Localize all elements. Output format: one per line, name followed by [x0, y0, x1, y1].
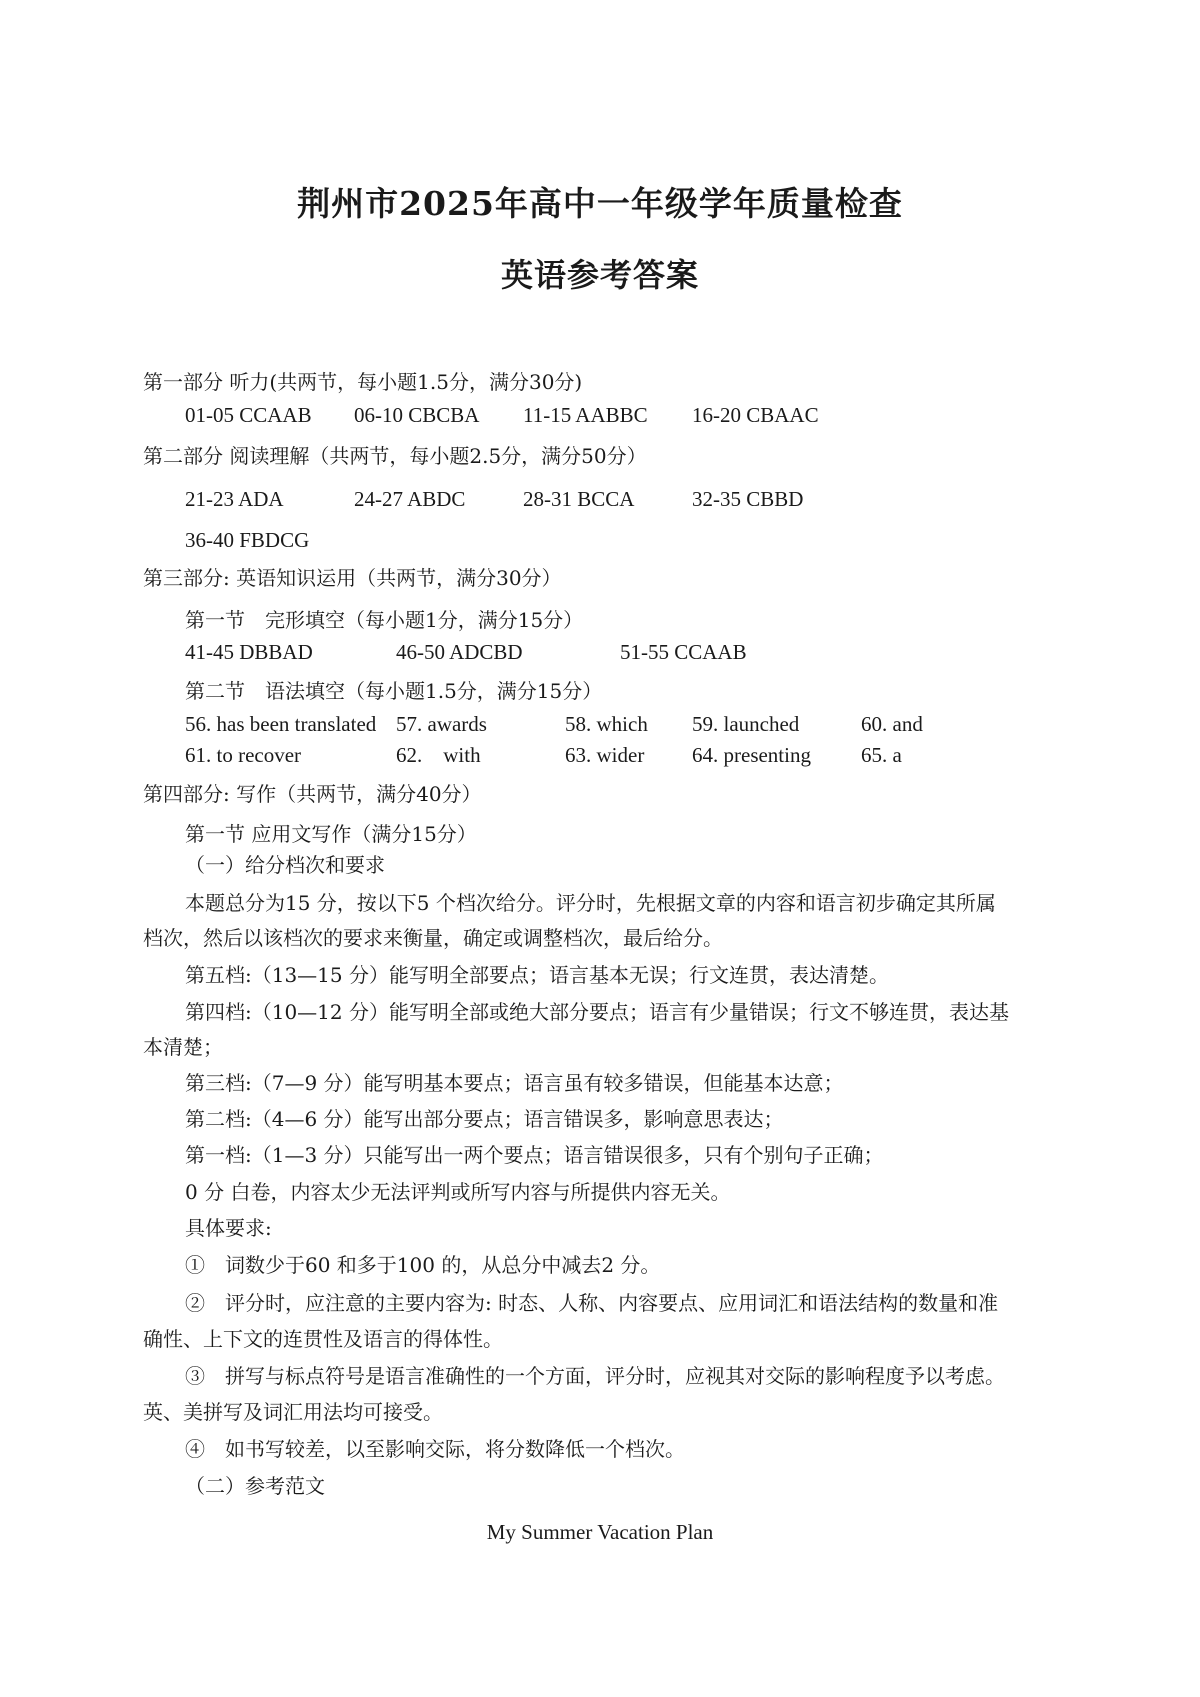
- part3-heading: 第三部分: 英语知识运用（共两节，满分30分）: [143, 566, 562, 590]
- requirement-item: ① 词数少于60 和多于100 的，从总分中减去2 分。: [185, 1253, 661, 1277]
- document-subtitle: 英语参考答案: [500, 256, 699, 294]
- grammar-answer: 57. awards: [396, 712, 487, 736]
- requirements-heading: 具体要求:: [185, 1216, 272, 1240]
- scoring-intro-line: 本题总分为15 分，按以下5 个档次给分。评分时，先根据文章的内容和语言初步确定其所属: [185, 891, 996, 915]
- grammar-answer: 59. launched: [692, 712, 800, 736]
- part4-section1-heading: 第一节 应用文写作（满分15分）: [185, 822, 477, 846]
- part1-heading: 第一部分 听力(共两节，每小题1.5分，满分30分): [143, 370, 583, 394]
- grammar-answer: 56. has been translated: [185, 712, 377, 736]
- answer-group: 06-10 CBCBA: [354, 403, 480, 427]
- requirement-item: 英、美拼写及词汇用法均可接受。: [143, 1400, 443, 1424]
- grammar-answer: 63. wider: [565, 743, 645, 767]
- grade-level: 第三档:（7—9 分）能写明基本要点；语言虽有较多错误，但能基本达意；: [185, 1071, 844, 1095]
- answer-group: 24-27 ABDC: [354, 487, 466, 511]
- part4-heading: 第四部分: 写作（共两节，满分40分）: [143, 782, 482, 806]
- answer-group: 32-35 CBBD: [692, 487, 804, 511]
- part2-heading: 第二部分 阅读理解（共两节，每小题2.5分，满分50分）: [143, 444, 647, 468]
- part3-section2-heading: 第二节 语法填空（每小题1.5分，满分15分）: [185, 679, 603, 703]
- answer-group: 41-45 DBBAD: [185, 640, 313, 664]
- grammar-answer: 61. to recover: [185, 743, 302, 767]
- sample-essay-subheading: （二）参考范文: [185, 1474, 325, 1498]
- answer-group: 16-20 CBAAC: [692, 403, 819, 427]
- grammar-answer: 58. which: [565, 712, 648, 736]
- answer-group: 01-05 CCAAB: [185, 403, 312, 427]
- grade-level: 本清楚；: [143, 1035, 223, 1059]
- grade-level: 第一档:（1—3 分）只能写出一两个要点；语言错误很多，只有个别句子正确；: [185, 1143, 884, 1167]
- answer-group: 11-15 AABBC: [523, 403, 648, 427]
- requirement-item: ③ 拼写与标点符号是语言准确性的一个方面，评分时，应视其对交际的影响程度予以考虑。: [185, 1364, 1005, 1388]
- answer-group: 46-50 ADCBD: [396, 640, 523, 664]
- essay-title: My Summer Vacation Plan: [486, 1520, 714, 1544]
- answer-group: 28-31 BCCA: [523, 487, 635, 511]
- grammar-answer: 62. with: [396, 743, 481, 767]
- answer-group: 36-40 FBDCG: [185, 528, 310, 552]
- grammar-answer: 64. presenting: [692, 743, 811, 767]
- requirement-item: 确性、上下文的连贯性及语言的得体性。: [143, 1327, 503, 1351]
- requirement-item: ④ 如书写较差，以至影响交际，将分数降低一个档次。: [185, 1437, 685, 1461]
- requirement-item: ② 评分时，应注意的主要内容为: 时态、人称、内容要点、应用词汇和语法结构的数量和准: [185, 1291, 999, 1315]
- grade-level: 0 分 白卷，内容太少无法评判或所写内容与所提供内容无关。: [185, 1180, 731, 1204]
- part3-section1-heading: 第一节 完形填空（每小题1分，满分15分）: [185, 608, 584, 632]
- scoring-subheading: （一）给分档次和要求: [185, 853, 385, 877]
- grammar-answer: 65. a: [861, 743, 902, 767]
- grade-level: 第五档:（13—15 分）能写明全部要点；语言基本无误；行文连贯，表达清楚。: [185, 963, 889, 987]
- grade-level: 第四档:（10—12 分）能写明全部或绝大部分要点；语言有少量错误；行文不够连贯，表达基: [185, 1000, 1009, 1024]
- scoring-intro-line: 档次，然后以该档次的要求来衡量，确定或调整档次，最后给分。: [143, 926, 723, 950]
- grammar-answer: 60. and: [861, 712, 923, 736]
- answer-group: 21-23 ADA: [185, 487, 284, 511]
- document-title: 荆州市2025年高中一年级学年质量检查: [297, 184, 903, 223]
- grade-level: 第二档:（4—6 分）能写出部分要点；语言错误多，影响意思表达；: [185, 1107, 784, 1131]
- answer-group: 51-55 CCAAB: [620, 640, 747, 664]
